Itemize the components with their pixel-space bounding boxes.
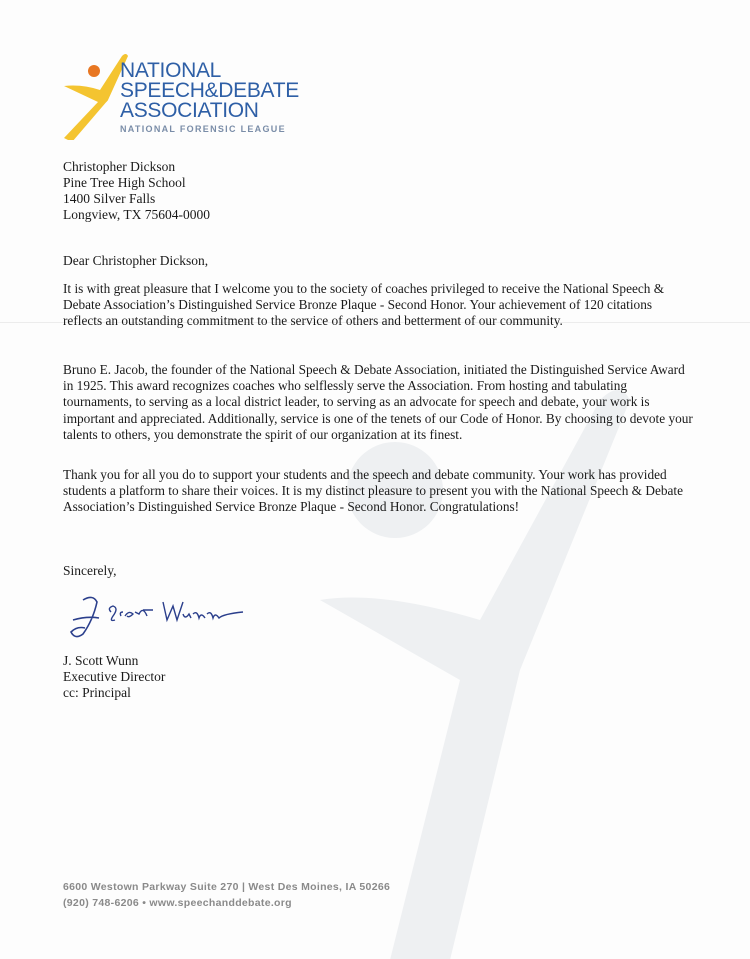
salutation: Dear Christopher Dickson,: [63, 253, 209, 268]
org-name-line3: ASSOCIATION: [120, 99, 259, 122]
footer-address: 6600 Westown Parkway Suite 270 | West Des Moines, IA 50266: [63, 881, 391, 893]
cc-line: cc: Principal: [63, 685, 131, 700]
signer-title: Executive Director: [63, 669, 166, 684]
signer-name: J. Scott Wunn: [63, 653, 139, 668]
org-name: [120, 61, 299, 121]
paragraph-2: Bruno E. Jacob, the founder of the National Speech & Debate Association, initiated the Distinguished Service Award in 1925. This award recognizes coaches who selflessly serve the Association. From hosting and tabulating tournaments, to serving as a local district leader, to serving as an advocate for speech and debate, your work is important and appreciated. Additionally, service is one of the tenets of our Code of Honor. By choosing to devote your talents to others, you demonstrate the spirit of our organization at its finest.: [63, 362, 693, 442]
recipient-school: Pine Tree High School: [63, 175, 186, 190]
handwritten-signature: [63, 590, 263, 645]
paragraph-1: It is with great pleasure that I welcome you to the society of coaches privileged to receive the National Speech & Debate Association’s Distinguished Service Bronze Plaque - Second Honor. Your achievement of 120 citations reflects an outstanding commitment to the service of others and betterment of our community.: [63, 281, 665, 329]
recipient-street: 1400 Silver Falls: [63, 191, 156, 206]
org-name-line2: SPEECH&DEBATE: [120, 79, 299, 102]
recipient-name: Christopher Dickson: [63, 159, 176, 174]
footer: [63, 879, 390, 911]
footer-contact: (920) 748-6206 • www.speechanddebate.org: [63, 897, 292, 909]
closing: Sincerely,: [63, 563, 117, 578]
org-name-line1: NATIONAL: [120, 59, 222, 82]
signer-block: [63, 653, 165, 701]
paragraph-3: Thank you for all you do to support your students and the speech and debate community. Your work has provided students a platform to share their voices. It is my distinct pleasure to present you with the National Speech & Debate Association’s Distinguished Service Bronze Plaque - Second Honor. Congratulations!: [63, 467, 683, 515]
recipient-city: Longview, TX 75604-0000: [63, 207, 210, 222]
recipient-address: [63, 159, 210, 223]
org-subtitle: NATIONAL FORENSIC LEAGUE: [120, 124, 286, 134]
